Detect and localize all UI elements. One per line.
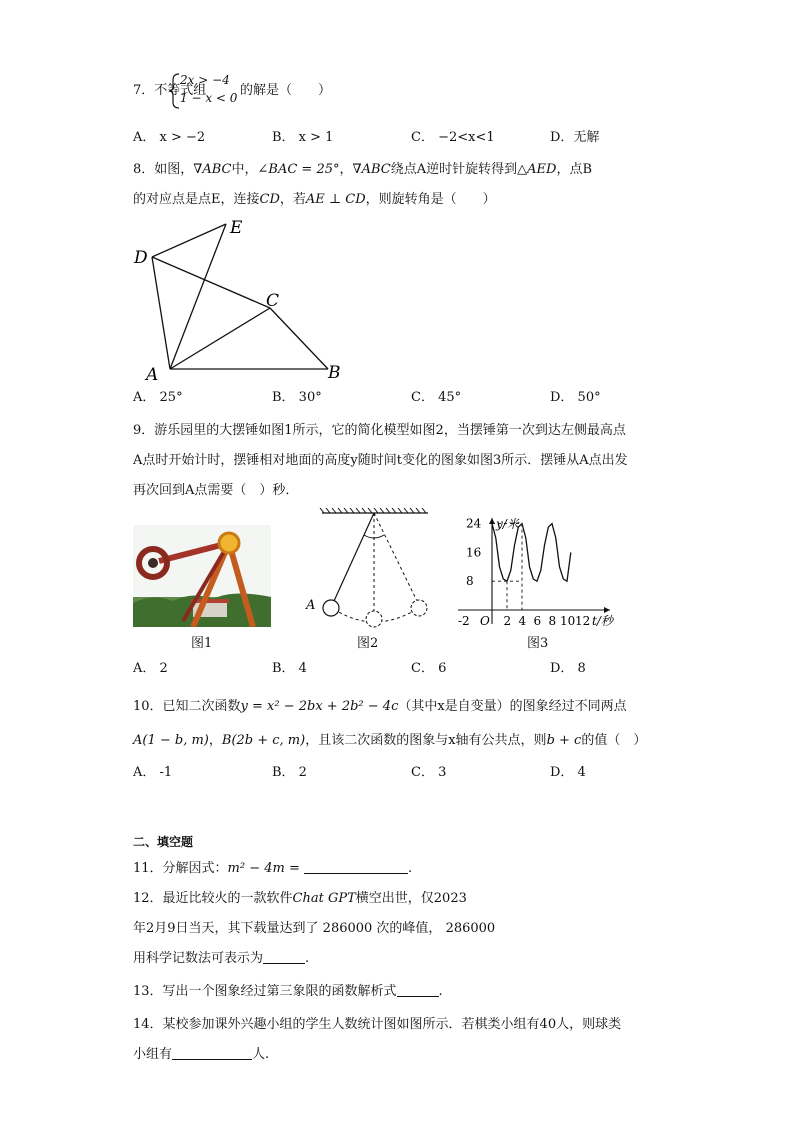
q13-end: .	[438, 984, 443, 999]
segment-ad	[152, 257, 170, 369]
q12-line1	[133, 891, 467, 907]
q9-option-d[interactable]: D． 8	[550, 661, 586, 676]
q8-text: 的对应点是点E，连接	[133, 192, 260, 207]
chart-ylabel: y/米	[496, 517, 519, 531]
q7-suffix: 的解是（ ）	[240, 83, 332, 98]
x-tick-label: 12	[575, 614, 591, 628]
q10-text: （其中x是自变量）的图象经过不同两点	[398, 699, 627, 714]
figure-3-caption: 图3	[527, 636, 549, 651]
q7-option-d[interactable]: D．无解	[550, 130, 600, 145]
x-tick-label: 8	[548, 614, 557, 628]
label-c: C	[266, 291, 280, 311]
q7-option-c[interactable]: C． −2<x<1	[411, 130, 495, 145]
q10-text: ，且该二次函数的图象与x轴有公共点，则	[305, 733, 547, 748]
q10-math: b + c	[546, 733, 582, 748]
y-axis-arrow-icon	[489, 518, 495, 524]
q10-option-d[interactable]: D． 4	[550, 765, 586, 780]
q13-text: 13．写出一个图象经过第三象限的函数解析式	[133, 984, 397, 999]
q10-math: y = x² − 2bx + 2b² − 4c	[240, 699, 399, 714]
segment-dc	[152, 257, 270, 308]
ride-photo	[133, 525, 271, 627]
q10-text: 10．已知二次函数	[133, 699, 241, 714]
q14-line1: 14．某校参加课外兴趣小组的学生人数统计图如图所示．若棋类小组有40人，则球类	[133, 1017, 622, 1032]
q11-math: m² − 4m =	[227, 861, 300, 876]
pendulum-label-a: A	[306, 598, 316, 613]
q8-option-b[interactable]: B． 30°	[272, 390, 322, 405]
label-a: A	[146, 365, 159, 385]
q9-option-b[interactable]: B． 4	[272, 661, 307, 676]
q10-line2	[133, 733, 646, 749]
x-tick-label: -2	[458, 614, 470, 628]
x-tick-label: 2	[503, 614, 512, 628]
y-tick-label: 16	[466, 545, 482, 560]
q8-option-a[interactable]: A． 25°	[133, 390, 183, 405]
q12-text: 横空出世，仅2023	[355, 891, 467, 906]
q8-math: ∠BAC = 25°	[257, 162, 340, 177]
q10-line1	[133, 699, 627, 715]
q7-option-a[interactable]: A． x > −2	[133, 130, 206, 145]
q8-line1	[133, 162, 592, 178]
q8-line2	[133, 192, 496, 208]
x-axis-arrow-icon	[604, 607, 610, 613]
q8-text: ，则旋转角是（ ）	[365, 192, 496, 207]
q9-option-c[interactable]: C． 6	[411, 661, 447, 676]
q14-text: 小组有	[133, 1047, 173, 1062]
q13-line	[133, 984, 443, 1000]
q10-math: B(2b + c, m)	[221, 733, 306, 748]
segment-cb	[270, 308, 328, 369]
q12-text: 12．最近比较火的一款软件	[133, 891, 293, 906]
section-heading: 二、填空题	[133, 835, 194, 849]
y-tick-label: 24	[466, 516, 482, 531]
q11-line	[133, 861, 412, 877]
x-tick-label: 10	[560, 614, 576, 628]
q9-option-a[interactable]: A． 2	[133, 661, 168, 676]
q12-line2: 年2月9日当天，其下载量达到了 286000 次的峰值， 286000	[133, 921, 496, 936]
chart-origin-label: O	[480, 614, 490, 628]
q8-math: ∇ABC	[193, 162, 232, 177]
q10-option-b[interactable]: B． 2	[272, 765, 307, 780]
q14-answer-blank[interactable]	[172, 1047, 252, 1060]
q10-text: 的值（ ）	[581, 733, 647, 748]
q8-math: CD	[259, 192, 280, 207]
q13-answer-blank[interactable]	[397, 984, 439, 997]
label-b: B	[328, 363, 341, 383]
y-tick-label: 8	[466, 574, 474, 589]
q8-text: 8．如图，	[133, 162, 194, 177]
q7-option-b[interactable]: B． x > 1	[272, 130, 334, 145]
height-curve	[492, 524, 571, 582]
q10-text: ，	[208, 733, 222, 748]
q8-text: 绕点A逆时针旋转得到	[390, 162, 518, 177]
q14-line2	[133, 1047, 269, 1063]
q8-math: ∇ABC	[352, 162, 391, 177]
chart-xlabel: t/秒	[592, 614, 613, 628]
q8-math: △AED	[517, 162, 557, 177]
q7-row1: 2x > −4	[180, 73, 230, 87]
q7-row2: 1 − x < 0	[180, 91, 238, 105]
x-tick-label: 4	[518, 614, 527, 628]
q12-text: 用科学记数法可表示为	[133, 951, 264, 966]
q10-math: A(1 − b, m)	[133, 733, 209, 748]
label-d: D	[134, 248, 148, 268]
q11-text: 11．分解因式：	[133, 861, 228, 876]
q8-option-c[interactable]: C． 45°	[411, 390, 462, 405]
q8-triangle-figure	[130, 212, 360, 387]
q8-text: ，点B	[556, 162, 592, 177]
q11-answer-blank[interactable]	[304, 861, 408, 874]
q11-end: .	[408, 861, 413, 876]
q12-math: Chat GPT	[292, 891, 356, 906]
q10-option-c[interactable]: C． 3	[411, 765, 447, 780]
q8-math: AE ⊥ CD	[305, 192, 366, 207]
q12-line3	[133, 951, 309, 967]
label-e: E	[230, 218, 243, 238]
q8-text: 中，	[231, 162, 258, 177]
figure-2-caption: 图2	[357, 636, 379, 651]
q9-line2: A点时开始计时，摆锤相对地面的高度y随时间t变化的图象如图3所示．摆锤从A点出发	[133, 453, 628, 468]
segment-ac	[170, 308, 270, 369]
height-time-chart	[452, 512, 622, 634]
figure-1-caption: 图1	[191, 636, 213, 651]
q8-text: ，若	[279, 192, 306, 207]
pendulum-diagram	[300, 505, 440, 630]
q12-answer-blank[interactable]	[263, 951, 305, 964]
q10-option-a[interactable]: A． -1	[133, 765, 173, 780]
q9-line3: 再次回到A点需要（ ）秒．	[133, 483, 299, 498]
q8-text: ，	[339, 162, 353, 177]
q12-end: .	[305, 951, 310, 966]
q14-text: 人.	[252, 1047, 270, 1062]
q9-line1: 9．游乐园里的大摆锤如图1所示，它的简化模型如图2，当摆锤第一次到达左侧最高点	[133, 423, 626, 438]
q7-prefix: 7．不等式组	[133, 83, 207, 98]
x-tick-label: 6	[533, 614, 542, 628]
q8-option-d[interactable]: D． 50°	[550, 390, 601, 405]
